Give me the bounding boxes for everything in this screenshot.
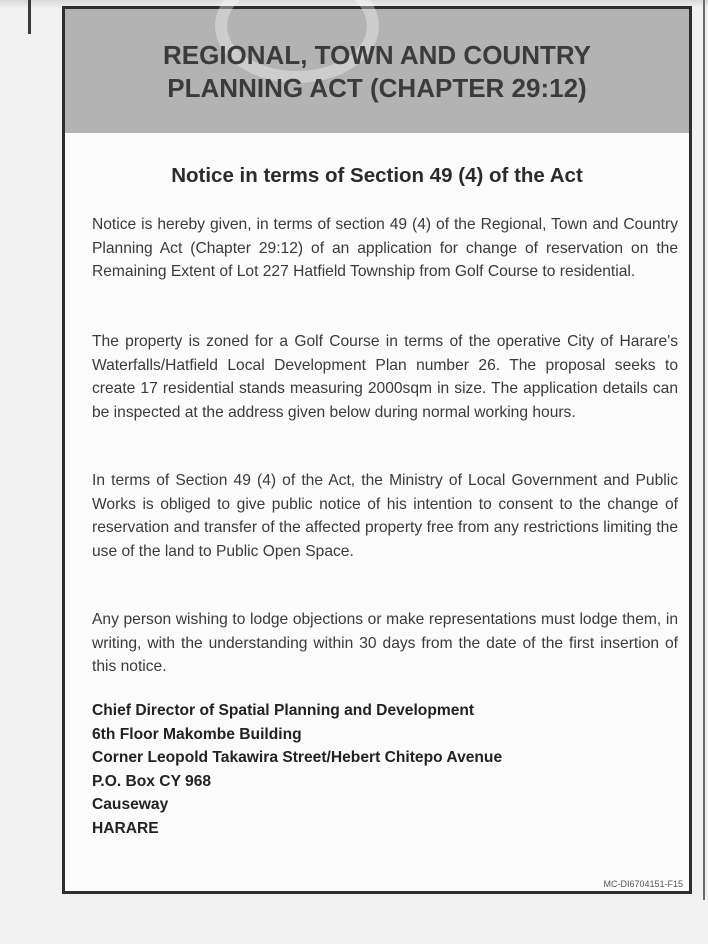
address-line-street: Corner Leopold Takawira Street/Hebert Chitepo Avenue [92,749,503,766]
address-line-office: Chief Director of Spatial Planning and Development [92,702,475,719]
header-band [65,9,689,133]
right-margin-rule [703,0,705,900]
title-line-1: REGIONAL, TOWN AND COUNTRY [162,40,592,70]
reference-code: MC-DI6704151-F15 [603,879,683,889]
address-line-building: 6th Floor Makombe Building [92,725,302,743]
paragraph-ministry-consent: In terms of Section 49 (4) of the Act, the Ministry of Local Government and Public Works is obliged to give public notice of his intention to consent to the change of reservation and transfer of the affected property free from any restrictions limiting the use of the land to Public Open Space. [92,472,678,560]
address-line-po-box: P.O. Box CY 968 [92,772,212,790]
paragraph-objections: Any person wishing to lodge objections or make representations must lodge them, in writing, with the understanding within 30 days from the date of the first insertion of this notice. [92,611,678,675]
notice-title [65,39,689,105]
notice-heading: Notice in terms of Section 49 (4) of the Act [171,164,583,187]
paragraph-property-zoning: The property is zoned for a Golf Course in terms of the operative City of Harare's Waterfalls/Hatfield Local Development Plan number 26. The proposal seeks to create 17 residential stands measuring 2000sqm in size. The application details can be inspected at the address given below during normal working hours. [92,333,678,421]
paragraph-application: Notice is hereby given, in terms of section 49 (4) of the Regional, Town and Country Planning Act (Chapter 29:12) of an application for change of reservation on the Remaining Extent of Lot 227 Hatfield Township from Golf Course to residential. [92,216,678,280]
public-notice [62,6,692,894]
left-margin-rule [28,0,31,34]
address-line-suburb: Causeway [92,796,169,813]
address-line-city: HARARE [92,819,159,837]
title-line-2: PLANNING ACT (CHAPTER 29:12) [167,73,587,103]
contact-address [92,699,678,840]
